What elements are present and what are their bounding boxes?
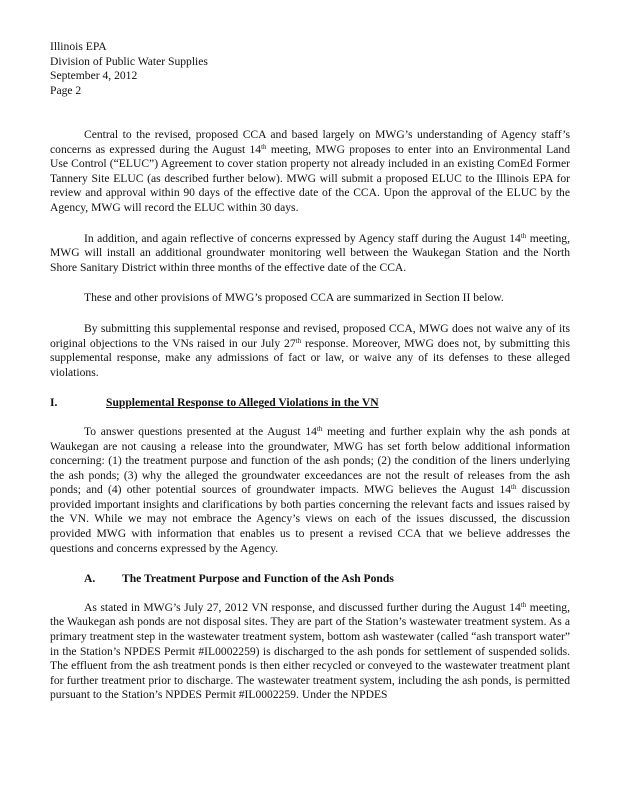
letter-date: September 4, 2012 [50,69,138,83]
paragraph-monitoring-well: In addition, and again reflective of concerns expressed by Agency staff during the August 14th meeting, MWG will install an additional groundwater monitoring well between the Waukegan Station and the North Shore Sanitary District within three months of the effective date of the CCA. [50,231,570,274]
section-heading-1: I. Supplemental Response to Alleged Violations in the VN [50,396,379,410]
recipient-division: Division of Public Water Supplies [50,54,208,68]
recipient-agency: Illinois EPA [50,40,107,53]
paragraph-supplemental-info: To answer questions presented at the August 14th meeting and further explain why the ash ponds at Waukegan are not causing a release into the groundwater, MWG has set forth below additional information concerning: (1) the treatment purpose and function of the ash ponds; (2) the condition of the liners underlying the ash ponds; (3) why the alleged the groundwater exceedances are not the result of releases from the ash ponds; and (4) other potential sources of groundwater impacts. MWG believes the August 14th discussion provided important insights and clarifications by both parties concerning the relevant facts and issues raised by the VN. While we may not embrace the Agency’s views on each of the issues discussed, the discussion provided MWG with information that enables us to present a revised CCA that we believe addresses the questions and concerns expressed by the Agency. [50,424,570,555]
page-number: Page 2 [50,83,82,97]
paragraph-eluc: Central to the revised, proposed CCA and based largely on MWG’s understanding of Agency staff’s concerns as expressed during the August 14th meeting, MWG proposes to enter into an Environmental Land Use Control (“ELUC”) Agreement to cover station property not already included in an existing ComEd Former Tannery Site ELUC (as described further below). MWG will submit a proposed ELUC to the Illinois EPA for review and approval within 90 days of the effective date of the CCA. Upon the approval of the ELUC by the Agency, MWG will record the ELUC within 30 days. [50,128,570,214]
letter-body [50,128,570,719]
letter-header [50,40,208,98]
paragraph-objections: By submitting this supplemental response and revised, proposed CCA, MWG does not waive any of its original objections to the VNs raised in our July 27th response. Moreover, MWG does not, by submitting this supplemental response, make any admissions of fact or law, or waive any of its defenses to these alleged violations. [50,321,571,379]
paragraph-ash-ponds: As stated in MWG’s July 27, 2012 VN response, and discussed further during the August 14th meeting, the Waukegan ash ponds are not disposal sites. They are part of the Station’s wastewater treatment system. As a primary treatment step in the wastewater treatment system, bottom ash wastewater (called “ash transport water” in the Station’s NPDES Permit #IL0002259) is discharged to the ash ponds for settlement of suspended solids. The effluent from the ash treatment ponds is then either recycled or conveyed to the wastewater treatment plant for further treatment prior to discharge. The wastewater treatment system, including the ash ponds, is permitted pursuant to the Station’s NPDES Permit #IL0002259. Under the NPDES [50,600,570,702]
section-heading-a: A. The Treatment Purpose and Function of the Ash Ponds [84,572,394,586]
paragraph-summary-reference: These and other provisions of MWG’s proposed CCA are summarized in Section II below. [84,291,504,305]
